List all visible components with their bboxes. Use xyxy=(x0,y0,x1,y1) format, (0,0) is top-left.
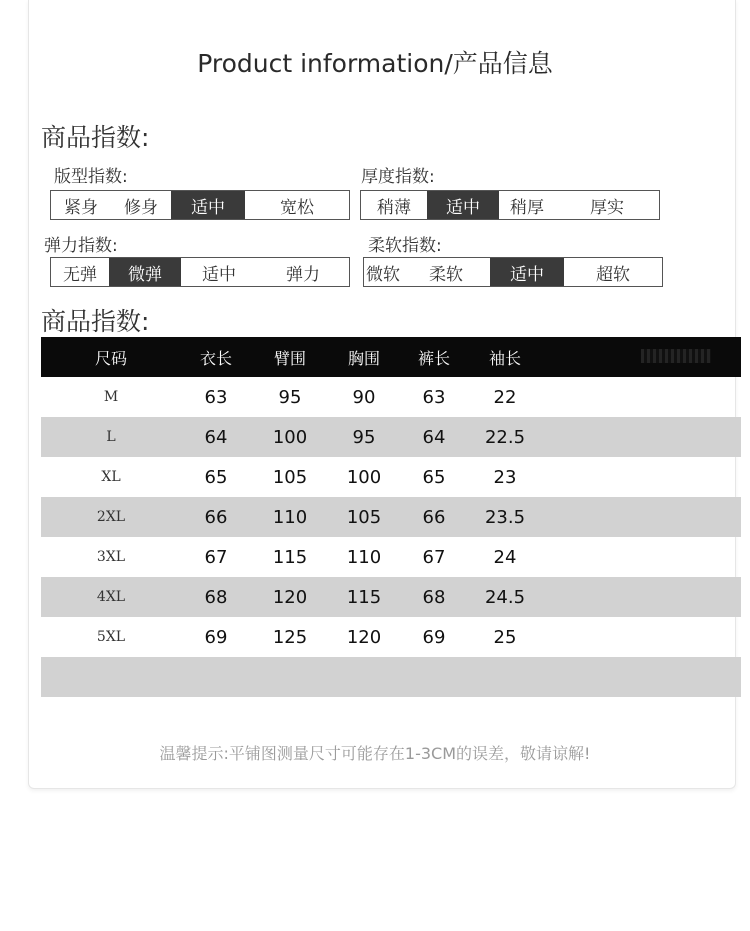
table-cell-empty xyxy=(541,417,741,457)
table-row xyxy=(41,537,741,577)
table-cell-empty xyxy=(541,457,741,497)
table-cell-empty xyxy=(399,657,469,697)
table-cell: 2XL xyxy=(41,497,181,537)
table-cell: 90 xyxy=(352,386,376,408)
elasticity-index-scale xyxy=(50,257,350,287)
table-cell: 4XL xyxy=(41,577,181,617)
table-row xyxy=(41,457,741,497)
table-cell: L xyxy=(41,417,181,457)
table-cell-empty xyxy=(541,377,741,417)
fit-option: 紧身 xyxy=(64,197,98,218)
thickness-option: 稍薄 xyxy=(377,197,411,218)
fit-index-scale xyxy=(50,190,350,220)
table-cell: 24.5 xyxy=(469,577,541,617)
table-cell: 22 xyxy=(493,386,517,408)
blurred-watermark xyxy=(641,349,711,363)
table-row xyxy=(41,377,741,417)
header-watermark xyxy=(541,337,741,377)
fit-option: 宽松 xyxy=(280,197,314,218)
table-row xyxy=(41,577,741,617)
table-cell: 68 xyxy=(181,577,251,617)
table-cell: 68 xyxy=(399,577,469,617)
table-cell: 66 xyxy=(399,497,469,537)
elasticity-option: 无弹 xyxy=(63,264,97,285)
table-cell: 65 xyxy=(422,466,446,488)
measurement-note: 温馨提示:平铺图测量尺寸可能存在1-3CM的误差，敬请谅解! xyxy=(159,744,591,763)
table-cell: 100 xyxy=(251,417,329,457)
table-row xyxy=(41,497,741,537)
elasticity-index-label: 弹力指数: xyxy=(44,236,118,256)
table-cell: 5XL xyxy=(96,629,126,645)
softness-option-selected: 适中 xyxy=(490,258,564,286)
thickness-index-scale xyxy=(360,190,660,220)
table-cell: 115 xyxy=(272,546,308,568)
table-cell-empty xyxy=(541,657,741,697)
table-cell: 22.5 xyxy=(469,417,541,457)
table-cell: 105 xyxy=(329,497,399,537)
size-table-header xyxy=(41,337,741,377)
table-cell-empty xyxy=(329,657,399,697)
table-cell-empty xyxy=(541,537,741,577)
table-row xyxy=(41,417,741,457)
table-cell: 100 xyxy=(346,466,382,488)
elasticity-option: 适中 xyxy=(202,264,236,285)
table-cell: 23.5 xyxy=(469,497,541,537)
thickness-option: 稍厚 xyxy=(510,197,544,218)
table-cell: 105 xyxy=(272,466,308,488)
table-cell: 63 xyxy=(204,386,228,408)
table-cell: 115 xyxy=(329,577,399,617)
header-size: 尺码 xyxy=(41,337,181,377)
table-cell: M xyxy=(103,389,119,405)
table-cell: 125 xyxy=(272,626,308,648)
table-row xyxy=(41,617,741,657)
table-cell-empty xyxy=(469,657,541,697)
table-cell: 95 xyxy=(329,417,399,457)
fit-option-selected: 适中 xyxy=(171,191,245,219)
header-length: 衣长 xyxy=(181,337,251,377)
table-row-empty xyxy=(41,657,741,697)
header-arm: 臂围 xyxy=(251,337,329,377)
table-cell: 23 xyxy=(493,466,517,488)
elasticity-option-selected: 微弹 xyxy=(109,258,181,286)
softness-index-scale xyxy=(363,257,663,287)
fit-option: 修身 xyxy=(124,197,158,218)
table-cell-empty xyxy=(541,497,741,537)
table-cell: 110 xyxy=(251,497,329,537)
table-cell-empty xyxy=(541,617,741,657)
thickness-option: 厚实 xyxy=(590,197,624,218)
table-cell: 120 xyxy=(251,577,329,617)
table-cell: 120 xyxy=(346,626,382,648)
header-pants: 裤长 xyxy=(399,337,469,377)
table-cell: 69 xyxy=(204,626,228,648)
table-cell: 25 xyxy=(493,626,517,648)
table-cell: 110 xyxy=(346,546,382,568)
table-cell-empty xyxy=(541,577,741,617)
table-cell: 64 xyxy=(399,417,469,457)
table-cell: 67 xyxy=(204,546,228,568)
table-cell: 24 xyxy=(493,546,517,568)
size-table xyxy=(41,337,741,697)
elasticity-option: 弹力 xyxy=(286,264,320,285)
softness-option: 柔软 xyxy=(429,264,463,285)
table-cell: 69 xyxy=(422,626,446,648)
table-cell: 63 xyxy=(422,386,446,408)
thickness-option-selected: 适中 xyxy=(427,191,499,219)
table-cell: 66 xyxy=(181,497,251,537)
header-chest: 胸围 xyxy=(329,337,399,377)
softness-index-label: 柔软指数: xyxy=(368,236,442,256)
table-cell: 65 xyxy=(204,466,228,488)
softness-option: 超软 xyxy=(596,264,630,285)
fit-index-label: 版型指数: xyxy=(54,167,128,187)
table-cell: 64 xyxy=(181,417,251,457)
table-cell: 95 xyxy=(278,386,302,408)
section-title-index: 商品指数: xyxy=(41,123,150,152)
table-cell-empty xyxy=(251,657,329,697)
header-sleeve: 袖长 xyxy=(469,337,541,377)
table-cell: XL xyxy=(101,469,121,485)
section-title-size: 商品指数: xyxy=(41,307,150,336)
thickness-index-label: 厚度指数: xyxy=(361,167,435,187)
table-cell: 67 xyxy=(422,546,446,568)
page-title: Product information/产品信息 xyxy=(197,49,553,78)
softness-option: 微软 xyxy=(366,264,400,285)
table-cell: 3XL xyxy=(96,549,126,565)
table-cell-empty xyxy=(181,657,251,697)
table-cell-empty xyxy=(41,657,181,697)
